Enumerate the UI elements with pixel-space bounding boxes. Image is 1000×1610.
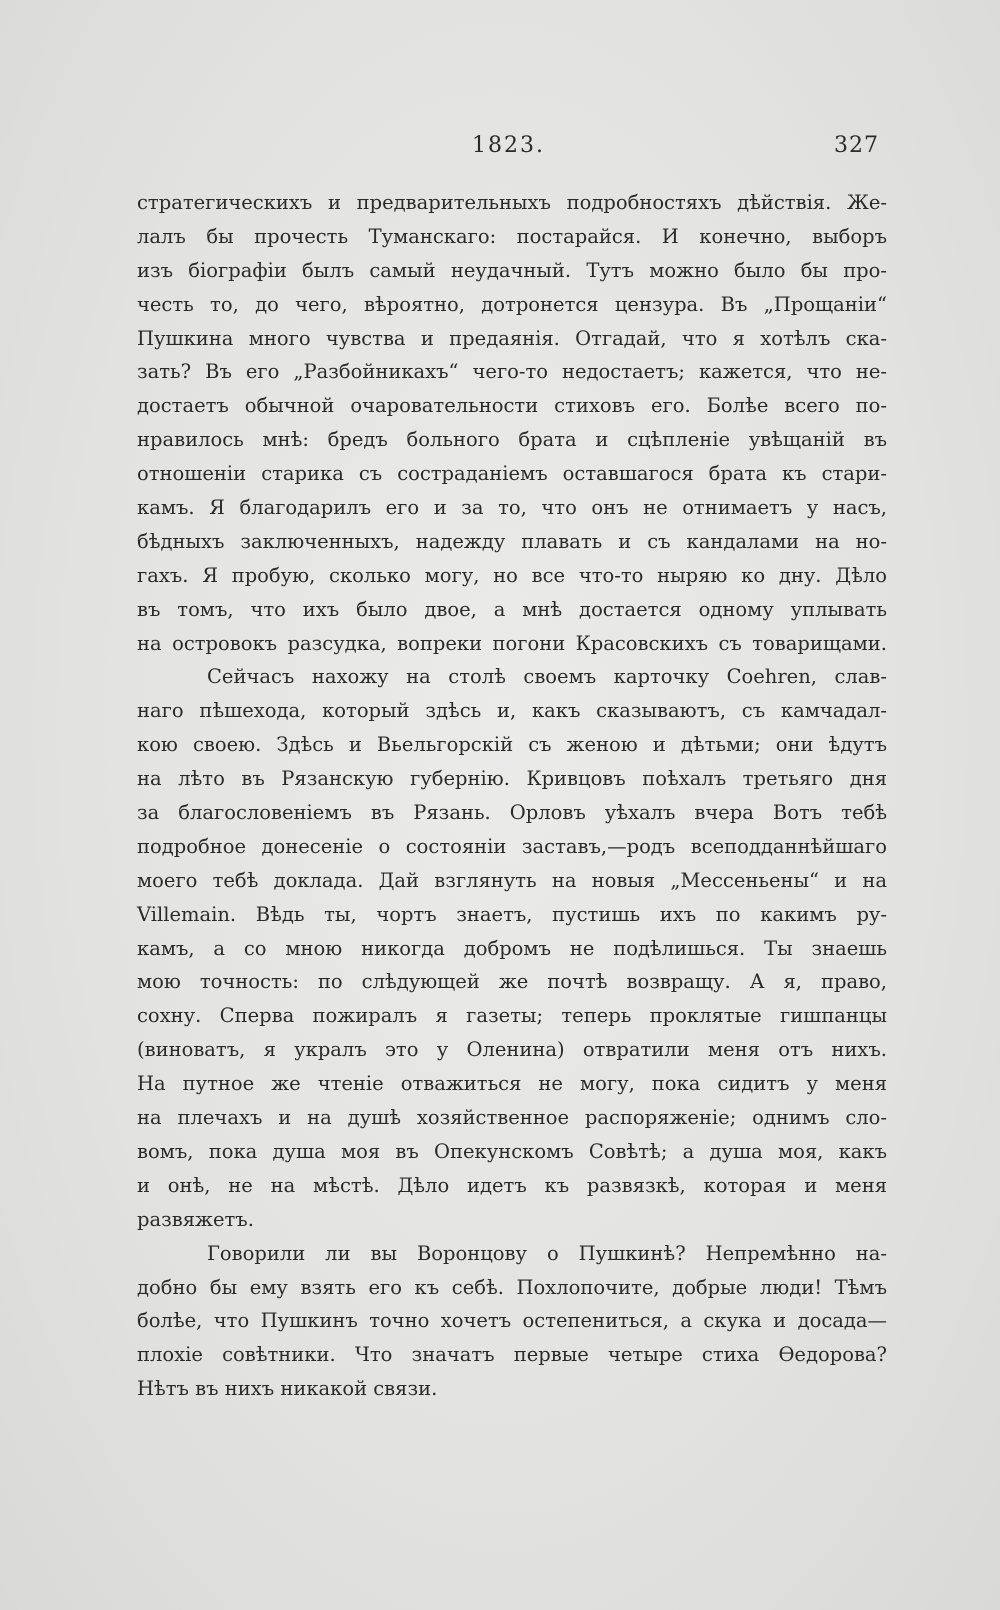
- text-line: изъ біографіи былъ самый неудачный. Тутъ можно было бы про-: [137, 258, 887, 282]
- text-line: и онѣ, не на мѣстѣ. Дѣло идетъ къ развязкѣ, которая и меня: [137, 1173, 887, 1197]
- text-line: вомъ, пока душа моя въ Опекунскомъ Совѣтѣ; а душа моя, какъ: [137, 1139, 887, 1163]
- text-line: (виноватъ, я укралъ это у Оленина) отвратили меня отъ нихъ.: [137, 1038, 887, 1062]
- text-line: гахъ. Я пробую, сколько могу, но все что-то ныряю ко дну. Дѣло: [137, 563, 887, 587]
- text-line: болѣе, что Пушкинъ точно хочетъ остепениться, а скука и досада—: [137, 1309, 887, 1333]
- text-line: честь то, до чего, вѣроятно, дотронется цензура. Въ „Прощаніи“: [137, 292, 887, 316]
- running-head: 1823.: [472, 133, 545, 158]
- text-line: Говорили ли вы Воронцову о Пушкинѣ? Непремѣнно на-: [207, 1241, 887, 1265]
- text-line: нравилось мнѣ: бредъ больного брата и сцѣпленіе увѣщаній въ: [137, 428, 887, 452]
- text-line: отношеніи старика съ состраданіемъ оставшагося брата къ стари-: [137, 462, 887, 486]
- text-line: моего тебѣ доклада. Дай взглянуть на новыя „Мессеньены“ и на: [137, 868, 887, 892]
- text-line: достаетъ обычной очаровательности стиховъ его. Болѣе всего по-: [137, 394, 887, 418]
- paragraph: [137, 660, 887, 1236]
- text-line: камъ, а со мною никогда добромъ не подѣлишься. Ты знаешь: [137, 936, 887, 960]
- text-line: сохну. Сперва пожиралъ я газеты; теперь проклятые гишпанцы: [137, 1004, 887, 1028]
- text-line: лалъ бы прочесть Туманскаго: постарайся. И конечно, выборъ: [137, 224, 887, 248]
- text-line: подробное донесеніе о состояніи заставъ,—родъ всеподданнѣйшаго: [137, 834, 887, 858]
- text-line: мою точность: по слѣдующей же почтѣ возвращу. А я, право,: [137, 970, 887, 994]
- body-text: [137, 186, 887, 1406]
- paragraph: [137, 1237, 887, 1406]
- page-header: [138, 133, 879, 167]
- page-number: 327: [834, 133, 879, 158]
- text-line: наго пѣшехода, который здѣсь и, какъ сказываютъ, съ камчадал-: [137, 699, 887, 723]
- text-line: на плечахъ и на душѣ хозяйственное распоряженіе; однимъ сло-: [137, 1106, 887, 1130]
- paragraph: [137, 186, 887, 660]
- text-line: бѣдныхъ заключенныхъ, надежду плавать и съ кандалами на но-: [137, 529, 887, 553]
- text-line: Нѣтъ въ нихъ никакой связи.: [137, 1377, 438, 1401]
- text-line: стратегическихъ и предварительныхъ подробностяхъ дѣйствія. Же-: [137, 191, 887, 214]
- text-line: за благословеніемъ въ Рязань. Орловъ уѣхалъ вчера Вотъ тебѣ: [137, 801, 887, 825]
- text-line: На путное же чтеніе отважиться не могу, пока сидитъ у меня: [137, 1072, 887, 1096]
- text-line: въ томъ, что ихъ было двое, а мнѣ достается одному уплывать: [137, 597, 887, 621]
- text-line: Пушкина много чувства и предаянія. Отгадай, что я хотѣлъ ска-: [137, 326, 887, 350]
- text-line: Villemain. Вѣдь ты, чортъ знаетъ, пустишь ихъ по какимъ ру-: [137, 902, 887, 926]
- text-line: развяжетъ.: [137, 1207, 254, 1231]
- text-line: зать? Въ его „Разбойникахъ“ чего-то недостаетъ; кажется, что не-: [137, 360, 887, 384]
- text-line: на островокъ разсудка, вопреки погони Красовскихъ съ товарищами.: [137, 631, 887, 655]
- text-line: плохіе совѣтники. Что значатъ первые четыре стиха Өедорова?: [137, 1343, 887, 1367]
- text-line: кою своею. Здѣсь и Вьельгорскій съ женою и дѣтьми; они ѣдутъ: [137, 733, 887, 757]
- text-line: добно бы ему взять его къ себѣ. Похлопочите, добрые люди! Тѣмъ: [137, 1275, 887, 1299]
- text-line: Сейчасъ нахожу на столѣ своемъ карточку Coehren, слав-: [207, 665, 887, 689]
- text-line: камъ. Я благодарилъ его и за то, что онъ не отнимаетъ у насъ,: [137, 496, 887, 520]
- text-line: на лѣто въ Рязанскую губернію. Кривцовъ поѣхалъ третьяго дня: [137, 767, 887, 791]
